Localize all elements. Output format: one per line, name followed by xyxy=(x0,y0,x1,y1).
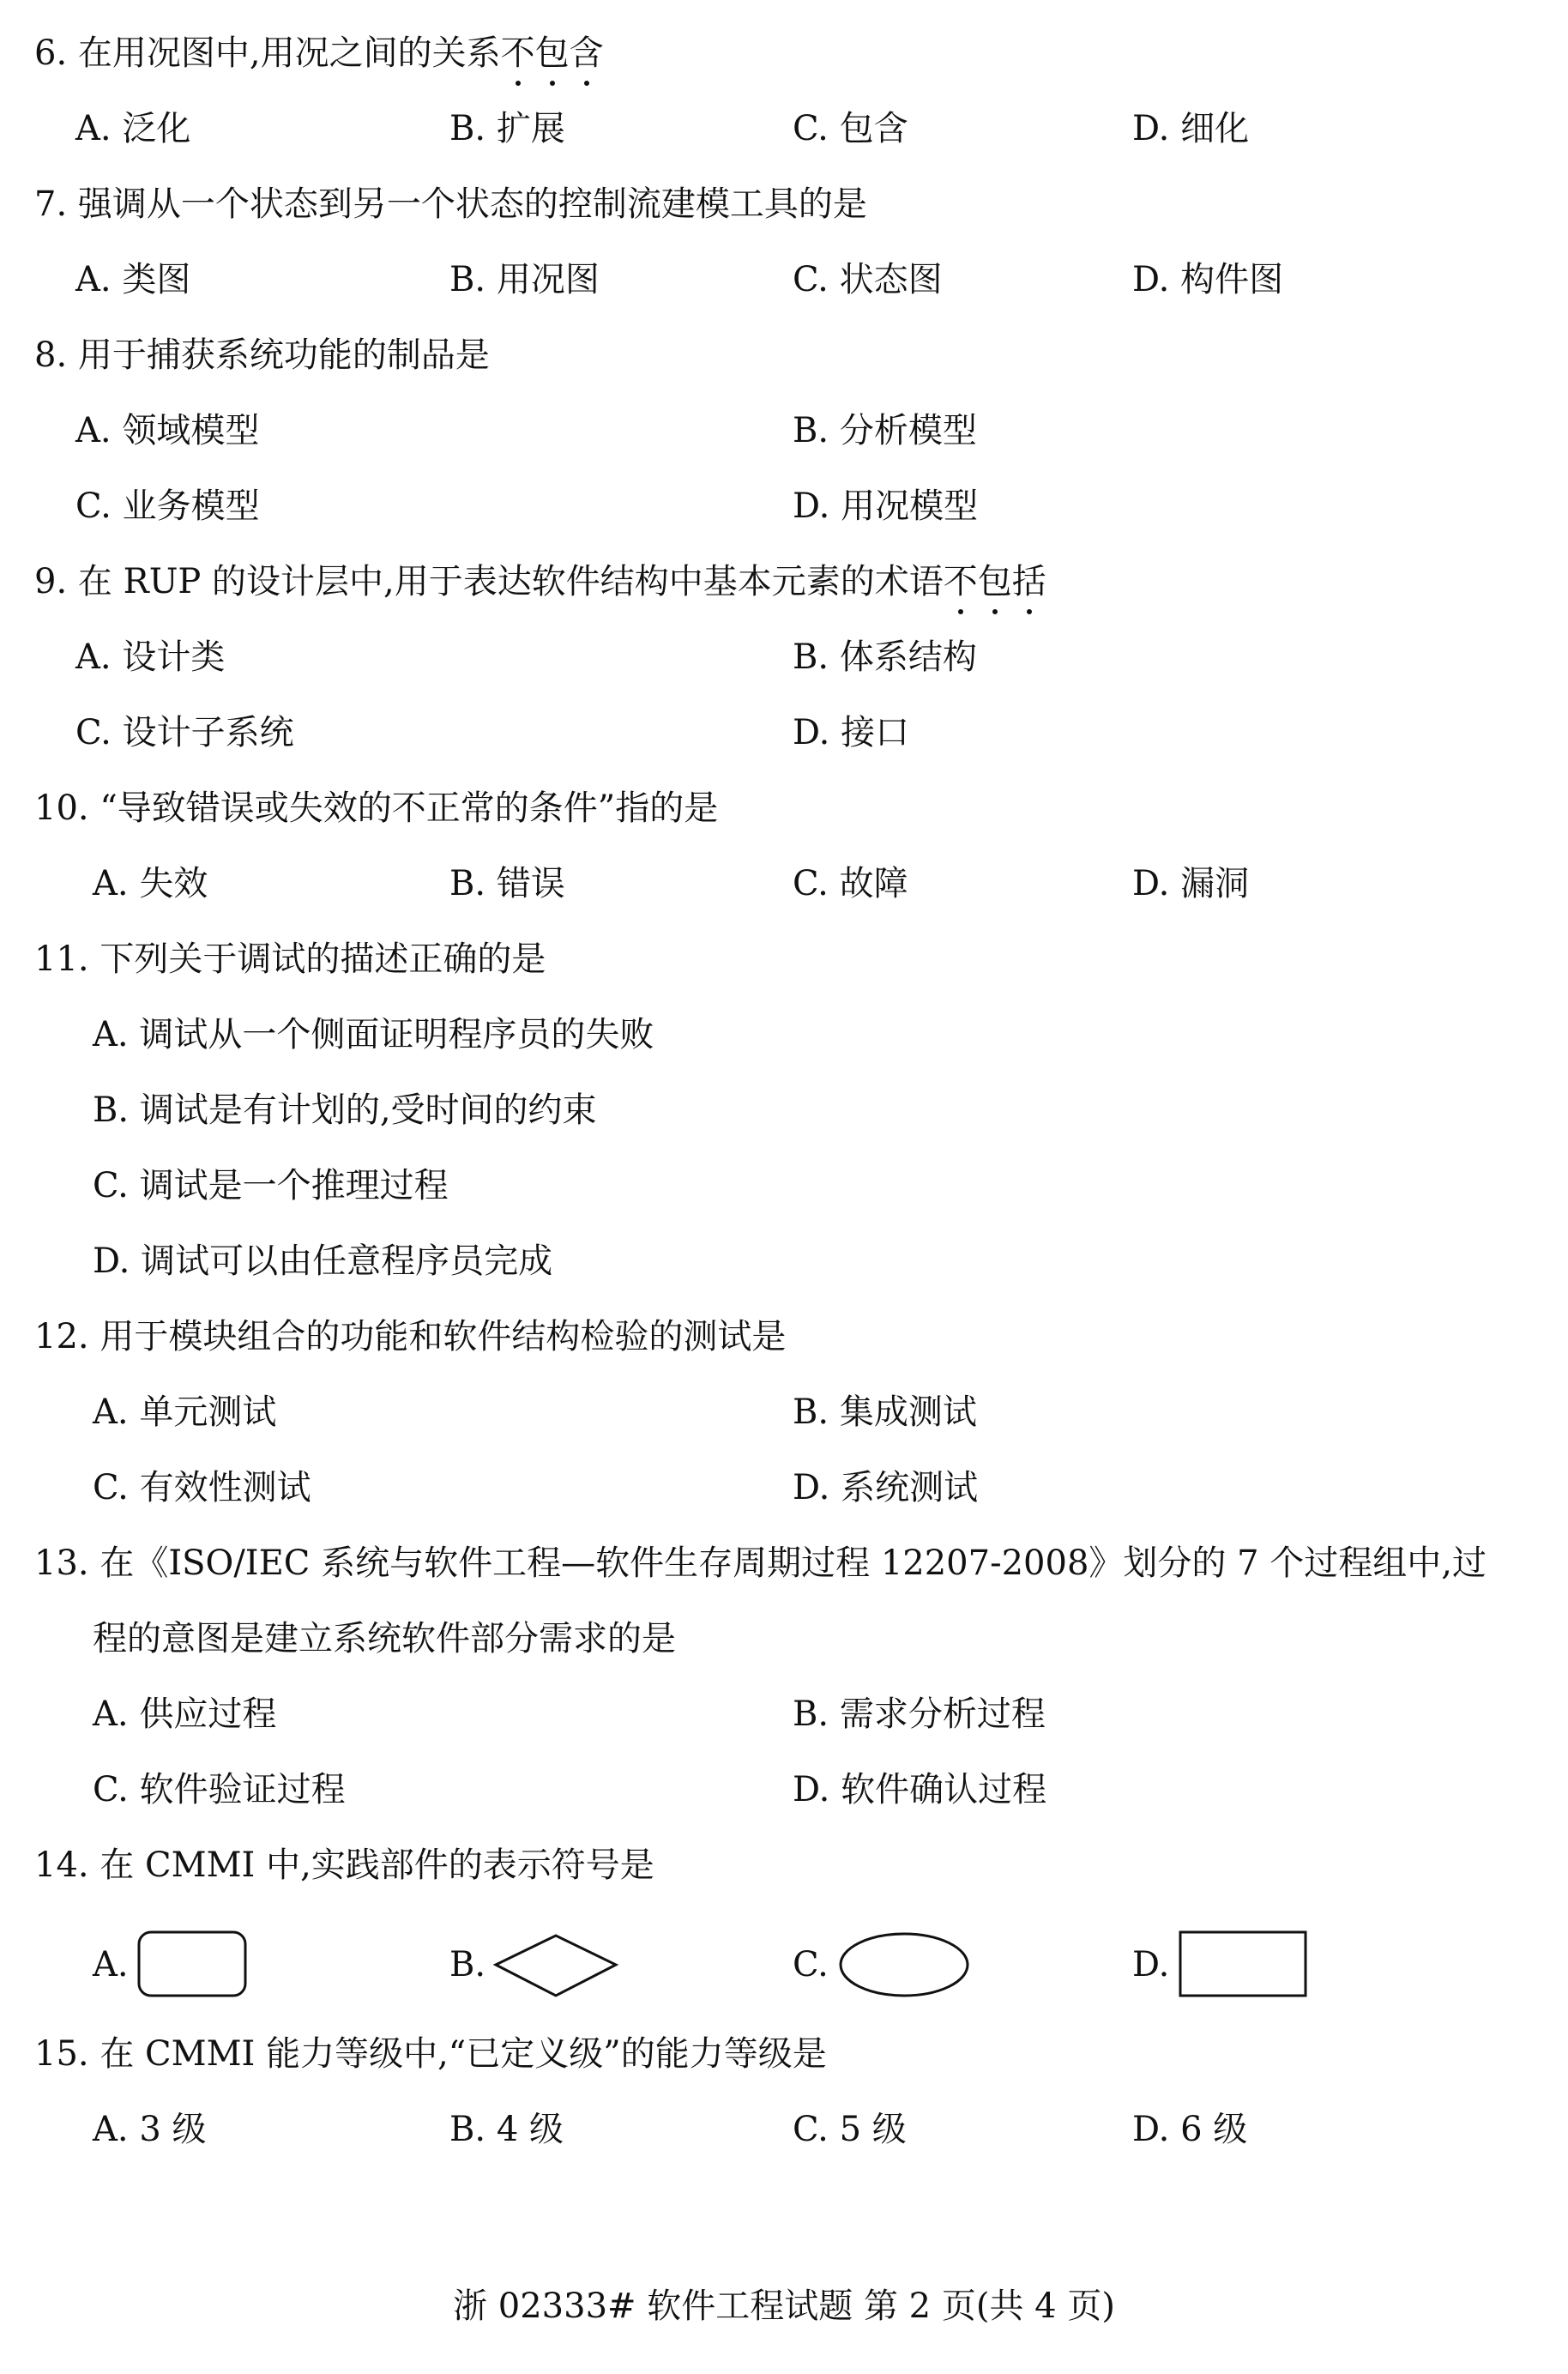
question-12: 12. 用于模块组合的功能和软件结构检验的测试是 xyxy=(34,1317,787,1356)
q7-option-b: B. 用况图 xyxy=(449,260,600,299)
question-9 xyxy=(34,558,1046,606)
q12-option-b: B. 集成测试 xyxy=(793,1392,977,1432)
question-15: 15. 在 CMMI 能力等级中,“已定义级”的能力等级是 xyxy=(34,2034,827,2074)
ellipse-symbol xyxy=(837,1930,971,1999)
q11-option-a: A. 调试从一个侧面证明程序员的失败 xyxy=(93,1015,654,1054)
question-13: 13. 在《ISO/IEC 系统与软件工程—软件生存周期过程 12207-2008》划分的 7 个过程组中,过 xyxy=(34,1543,1487,1583)
q8-option-a: A. 领域模型 xyxy=(75,411,260,450)
q9-option-a: A. 设计类 xyxy=(75,637,226,677)
emphasis-char: 不 xyxy=(501,29,535,77)
rectangle-symbol xyxy=(1179,1930,1309,1999)
q12-option-a: A. 单元测试 xyxy=(93,1392,277,1432)
q6-option-c: C. 包含 xyxy=(793,109,908,148)
q15-option-a: A. 3 级 xyxy=(93,2110,207,2149)
emphasis-char: 不 xyxy=(944,558,978,606)
rounded-rectangle-symbol xyxy=(137,1930,249,1999)
question-7: 7. 强调从一个状态到另一个状态的控制流建模工具的是 xyxy=(34,184,867,224)
emphasis-char: 括 xyxy=(1012,558,1046,606)
q10-option-d: D. 漏洞 xyxy=(1132,864,1250,903)
q15-option-c: C. 5 级 xyxy=(793,2110,907,2149)
question-8: 8. 用于捕获系统功能的制品是 xyxy=(34,335,490,375)
q6-option-a: A. 泛化 xyxy=(75,109,191,148)
q7-option-d: D. 构件图 xyxy=(1132,260,1284,299)
q11-option-d: D. 调试可以由任意程序员完成 xyxy=(93,1241,553,1281)
q7-option-a: A. 类图 xyxy=(75,260,191,299)
q8-option-c: C. 业务模型 xyxy=(75,486,260,526)
q12-option-d: D. 系统测试 xyxy=(793,1468,979,1507)
q13-option-d: D. 软件确认过程 xyxy=(793,1770,1047,1809)
q13-option-a: A. 供应过程 xyxy=(93,1694,277,1734)
q8-option-d: D. 用况模型 xyxy=(793,486,979,526)
q10-option-a: A. 失效 xyxy=(93,864,208,903)
q15-option-b: B. 4 级 xyxy=(449,2110,564,2149)
page-footer: 浙 02333# 软件工程试题 第 2 页(共 4 页) xyxy=(453,2286,1115,2326)
q9-option-c: C. 设计子系统 xyxy=(75,713,294,752)
q11-option-c: C. 调试是一个推理过程 xyxy=(93,1166,449,1205)
q8-option-b: B. 分析模型 xyxy=(793,411,977,450)
question-6 xyxy=(34,29,604,77)
emphasis-char: 包 xyxy=(535,29,570,77)
diamond-symbol xyxy=(492,1932,621,2001)
q13-option-c: C. 软件验证过程 xyxy=(93,1770,346,1809)
q10-option-b: B. 错误 xyxy=(449,864,565,903)
question-6-text: 6. 在用况图中,用况之间的关系 xyxy=(34,33,501,73)
q9-option-b: B. 体系结构 xyxy=(793,637,977,677)
q15-option-d: D. 6 级 xyxy=(1132,2110,1248,2149)
emphasis-char: 含 xyxy=(570,29,604,77)
q6-option-d: D. 细化 xyxy=(1132,109,1250,148)
question-9-text: 9. 在 RUP 的设计层中,用于表达软件结构中基本元素的术语 xyxy=(34,562,944,601)
q14-option-d: D. xyxy=(1132,1945,1170,1984)
q14-option-a: A. xyxy=(93,1945,129,1984)
q9-option-d: D. 接口 xyxy=(793,713,910,752)
q10-option-c: C. 故障 xyxy=(793,864,908,903)
q7-option-c: C. 状态图 xyxy=(793,260,943,299)
q14-option-b: B. xyxy=(449,1945,486,1984)
question-13-continued: 程的意图是建立系统软件部分需求的是 xyxy=(93,1619,676,1658)
q11-option-b: B. 调试是有计划的,受时间的约束 xyxy=(93,1090,597,1130)
question-10: 10. “导致错误或失效的不正常的条件”指的是 xyxy=(34,788,719,828)
q12-option-c: C. 有效性测试 xyxy=(93,1468,311,1507)
question-11: 11. 下列关于调试的描述正确的是 xyxy=(34,939,546,979)
question-14: 14. 在 CMMI 中,实践部件的表示符号是 xyxy=(34,1845,654,1885)
q14-option-c: C. xyxy=(793,1945,829,1984)
q6-option-b: B. 扩展 xyxy=(449,109,565,148)
emphasis-char: 包 xyxy=(978,558,1012,606)
q13-option-b: B. 需求分析过程 xyxy=(793,1694,1046,1734)
